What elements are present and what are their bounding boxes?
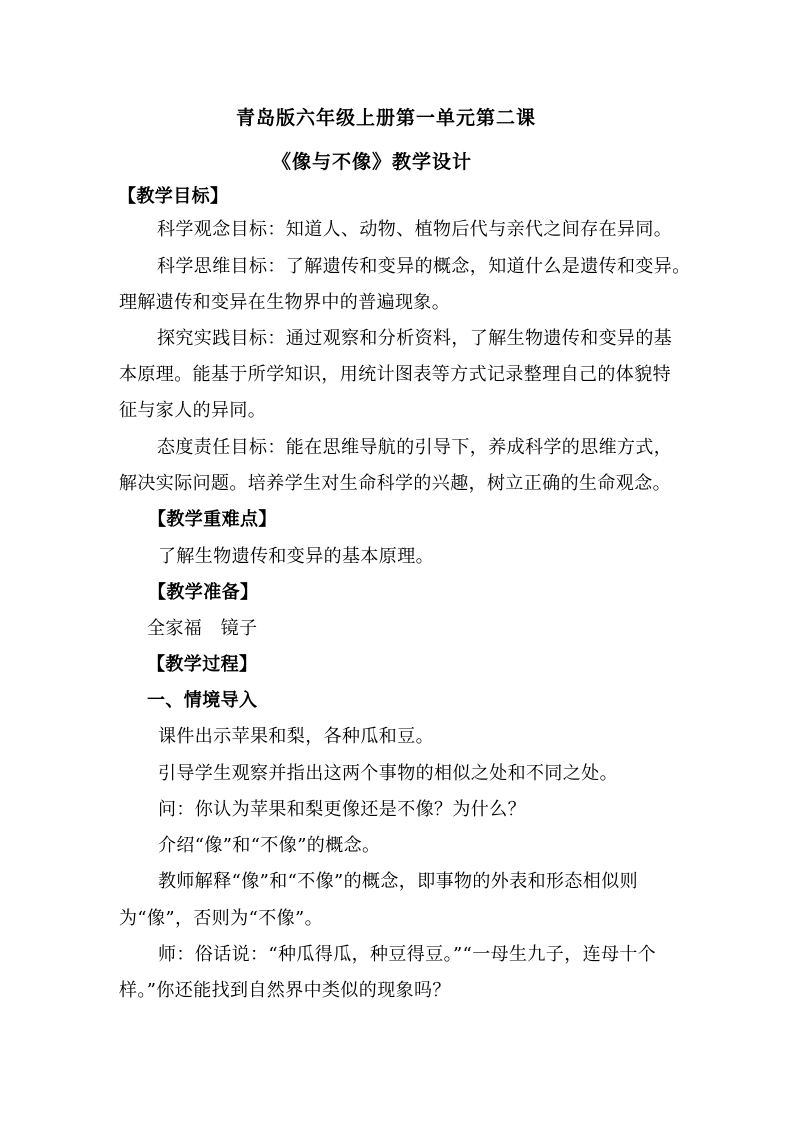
step-1-paragraph-1: 课件出示苹果和梨，各种瓜和豆。	[158, 726, 434, 747]
document-title: 青岛版六年级上册第一单元第二课	[236, 107, 537, 129]
document-subtitle: 《像与不像》教学设计	[272, 151, 473, 173]
objective-2-line-2: 理解遗传和变异在生物界中的普遍现象。	[119, 292, 451, 313]
step-1-paragraph-5-line-2: 为“像”，否则为“不像”。	[119, 908, 324, 929]
preparation-heading: 【教学准备】	[148, 582, 259, 603]
process-heading: 【教学过程】	[147, 654, 258, 675]
key-points-heading: 【教学重难点】	[148, 509, 277, 530]
step-1-paragraph-3: 问：你认为苹果和梨更像还是不像？为什么？	[158, 799, 526, 820]
objective-4-line-1: 态度责任目标：能在思维导航的引导下，养成科学的思维方式，	[157, 437, 673, 458]
step-1-paragraph-4: 介绍“像”和“不像”的概念。	[158, 835, 381, 856]
objective-2-line-1: 科学思维目标：了解遗传和变异的概念，知道什么是遗传和变异。	[157, 256, 691, 277]
objective-1: 科学观念目标：知道人、动物、植物后代与亲代之间存在异同。	[157, 219, 673, 240]
objective-3-line-3: 征与家人的异同。	[119, 400, 267, 421]
step-1-paragraph-6-line-1: 师：俗话说：“种瓜得瓜，种豆得豆。”“一母生九子，连母十个	[158, 944, 657, 965]
step-1-paragraph-5-line-1: 教师解释“像”和“不像”的概念，即事物的外表和形态相似则	[158, 871, 639, 892]
step-1-paragraph-2: 引导学生观察并指出这两个事物的相似之处和不同之处。	[158, 763, 618, 784]
step-1-paragraph-6-line-2: 样。”你还能找到自然界中类似的现象吗？	[119, 980, 451, 1001]
objective-3-line-2: 本原理。能基于所学知识，用统计图表等方式记录整理自己的体貌特	[119, 364, 671, 385]
objective-3-line-1: 探究实践目标：通过观察和分析资料，了解生物遗传和变异的基	[157, 328, 673, 349]
step-1-heading: 一、情境导入	[147, 690, 258, 711]
objective-4-line-2: 解决实际问题。培养学生对生命科学的兴趣，树立正确的生命观念。	[119, 473, 671, 494]
preparation-text: 全家福 镜子	[147, 618, 258, 639]
key-points-text: 了解生物遗传和变异的基本原理。	[158, 546, 434, 567]
objectives-heading: 【教学目标】	[118, 186, 229, 207]
